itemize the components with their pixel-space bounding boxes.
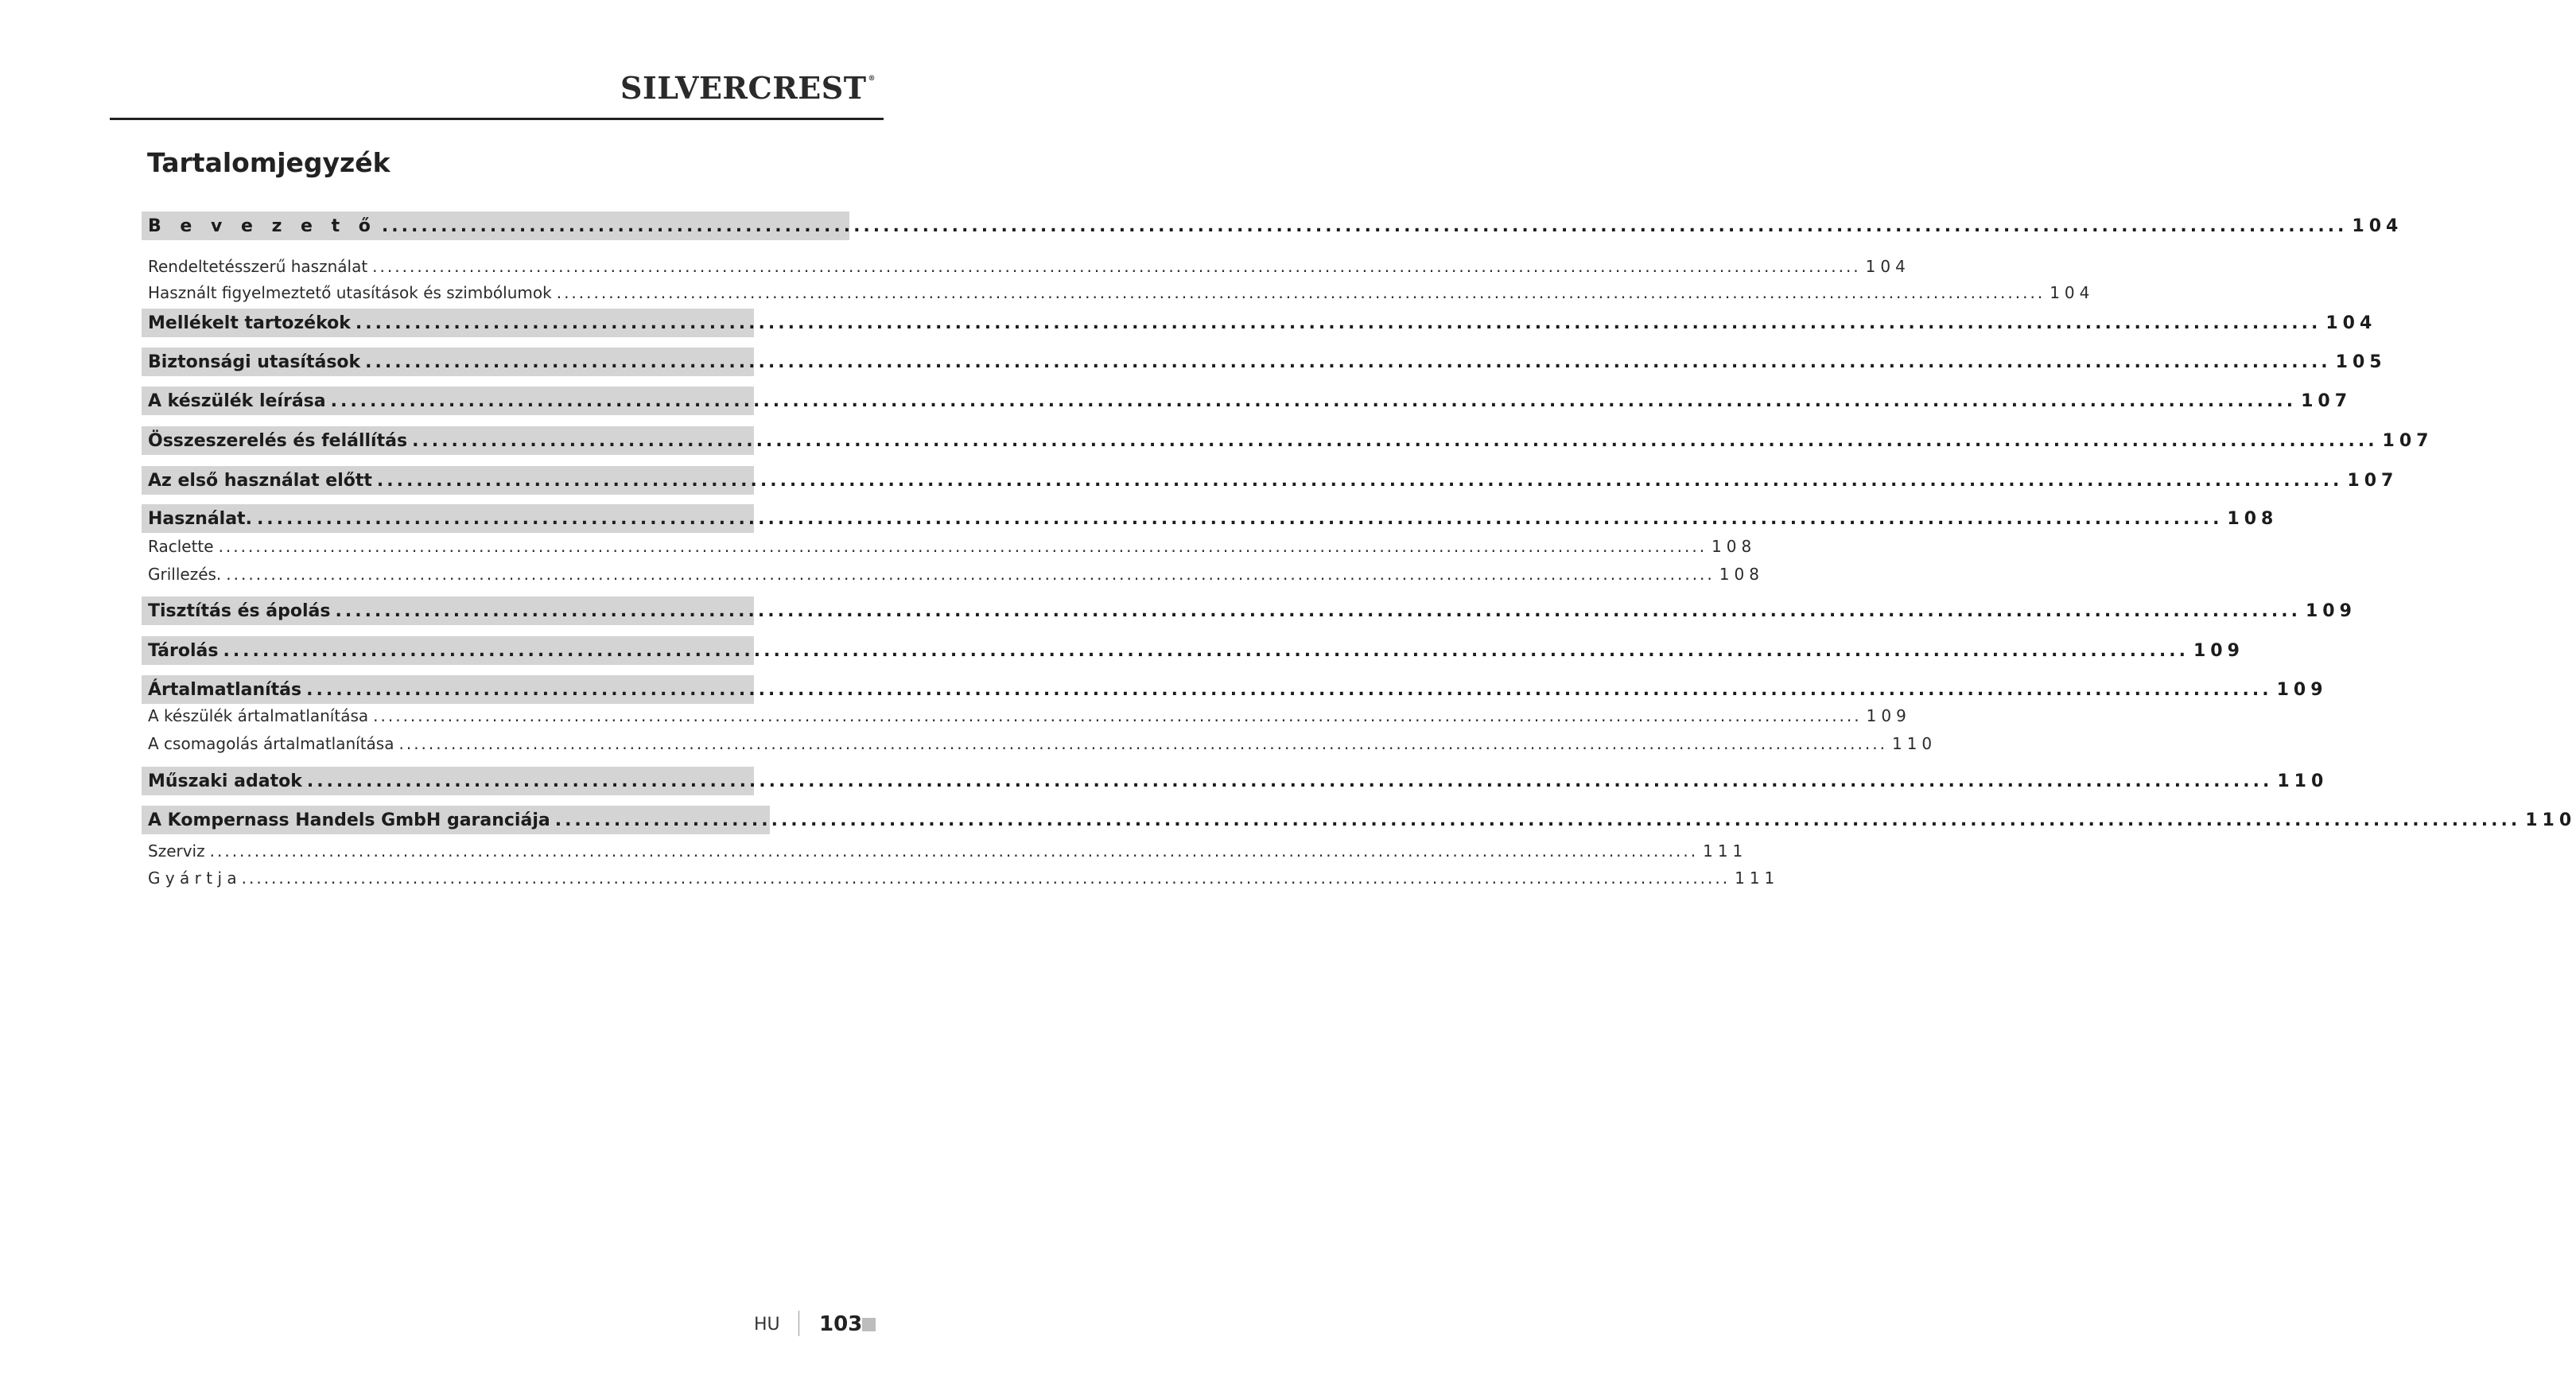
toc-leader-dots: ........................................................................................................................................................................................................: [556, 283, 2046, 302]
toc-leader-dots: ........................................................................................................................................................................................................: [241, 868, 1731, 888]
toc-leader-dots: ........................................................................................................................................................................................................: [372, 257, 1861, 276]
toc-section-row: [142, 636, 2244, 665]
toc-subsection-row: [142, 562, 1764, 586]
toc-leader-dots: ........................................................................................................................................................................................................: [306, 679, 2272, 700]
toc-entry-label: Tisztítás és ápolás: [148, 600, 331, 621]
toc-section-row: [142, 466, 2399, 495]
toc-leader-dots: ........................................................................................................................................................................................................: [330, 391, 2297, 411]
toc-entry-label: Ártalmatlanítás: [148, 679, 302, 700]
toc-leader-dots: ........................................................................................................................................................................................................: [412, 430, 2378, 451]
footer-language: HU: [754, 1315, 780, 1335]
footer-divider: [798, 1311, 799, 1336]
toc-entry-label: Összeszerelés és felállítás: [148, 430, 408, 451]
toc-leader-dots: ........................................................................................................................................................................................................: [355, 313, 2322, 333]
toc-section-row: [142, 309, 2377, 337]
toc-section-row: [142, 504, 2279, 533]
toc-entry-label: A Kompernass Handels GmbH garanciája: [148, 810, 550, 830]
toc-section-row: [142, 212, 2403, 240]
toc-leader-dots: ........................................................................................................................................................................................................: [209, 841, 1699, 861]
toc-leader-dots: ........................................................................................................................................................................................................: [218, 537, 1708, 556]
toc-subsection-row: [142, 839, 1748, 863]
toc-entry-label: Grillezés.: [148, 565, 222, 584]
toc-entry-label: Biztonsági utasítások: [148, 352, 361, 372]
toc-entry-page: 111: [1703, 841, 1748, 861]
toc-section-row: [142, 348, 2387, 376]
toc-entry-label: Használt figyelmeztető utasítások és szimbólumok: [148, 283, 552, 302]
toc-entry-label: Műszaki adatok: [148, 771, 302, 791]
toc-leader-dots: ........................................................................................................................................................................................................: [335, 600, 2301, 621]
toc-leader-dots: ........................................................................................................................................................................................................: [376, 470, 2343, 491]
toc-subsection-row: [142, 255, 1910, 278]
toc-entry-page: 108: [2227, 508, 2279, 529]
toc-leader-dots: ........................................................................................................................................................................................................: [381, 216, 2348, 236]
footer-square-icon: [862, 1318, 876, 1331]
toc-leader-dots: ........................................................................................................................................................................................................: [223, 640, 2189, 661]
toc-entry-page: 107: [2347, 470, 2399, 491]
toc-entry-page: 110: [2277, 771, 2329, 791]
toc-entry-page: 107: [2301, 391, 2353, 411]
toc-subsection-row: [142, 534, 1757, 558]
registered-mark: ®: [868, 75, 876, 83]
toc-entry-page: 109: [2276, 679, 2328, 700]
toc-entry-label: Tárolás: [148, 640, 219, 661]
toc-entry-label: B e v e z e t ő: [148, 216, 377, 236]
logo-text: SILVERCREST: [620, 70, 867, 106]
footer-page-number: 103: [819, 1312, 863, 1336]
toc-entry-page: 109: [2193, 640, 2244, 661]
toc-section-row: [142, 767, 2329, 795]
toc-entry-label: Szerviz: [148, 841, 205, 861]
silvercrest-logo: [620, 70, 876, 106]
toc-entry-label: Rendeltetésszerű használat: [148, 257, 368, 276]
toc-subsection-row: [142, 866, 1780, 890]
toc-leader-dots: ........................................................................................................................................................................................................: [256, 508, 2223, 529]
toc-entry-label: Raclette: [148, 537, 214, 556]
toc-subsection-row: [142, 704, 1911, 728]
toc-section-row: [142, 675, 2328, 704]
toc-entry-page: 104: [1865, 257, 1910, 276]
toc-entry-page: 104: [2352, 216, 2403, 236]
toc-entry-label: A készülék leírása: [148, 391, 326, 411]
toc-leader-dots: ........................................................................................................................................................................................................: [398, 734, 1887, 753]
toc-section-row: [142, 387, 2353, 415]
toc-leader-dots: ........................................................................................................................................................................................................: [306, 771, 2273, 791]
toc-section-row: [142, 596, 2356, 625]
toc-leader-dots: ........................................................................................................................................................................................................: [373, 706, 1862, 725]
toc-subsection-row: [142, 281, 2095, 305]
toc-entry-page: 109: [1866, 706, 1911, 725]
toc-entry-label: A készülék ártalmatlanítása: [148, 706, 369, 725]
page-title: Tartalomjegyzék: [147, 147, 390, 178]
toc-entry-page: 111: [1735, 868, 1780, 888]
toc-entry-page: 105: [2335, 352, 2387, 372]
toc-leader-dots: ........................................................................................................................................................................................................: [365, 352, 2331, 372]
toc-entry-page: 109: [2305, 600, 2356, 621]
toc-subsection-row: [142, 732, 1937, 756]
toc-entry-page: 108: [1719, 565, 1764, 584]
toc-section-row: [142, 806, 2576, 834]
toc-entry-page: 108: [1712, 537, 1757, 556]
toc-entry-label: A csomagolás ártalmatlanítása: [148, 734, 394, 753]
toc-leader-dots: ........................................................................................................................................................................................................: [226, 565, 1715, 584]
toc-section-row: [142, 426, 2434, 455]
toc-entry-page: 104: [2050, 283, 2095, 302]
toc-entry-label: Az első használat előtt: [148, 470, 372, 491]
header-rule: [110, 118, 884, 120]
toc-entry-page: 107: [2382, 430, 2434, 451]
toc-entry-page: 110: [1891, 734, 1937, 753]
toc-leader-dots: ........................................................................................................................................................................................................: [554, 810, 2521, 830]
toc-entry-label: Mellékelt tartozékok: [148, 313, 351, 333]
toc-entry-label: G y á r t j a: [148, 868, 237, 888]
toc-entry-page: 110: [2525, 810, 2576, 830]
toc-entry-label: Használat.: [148, 508, 252, 529]
toc-entry-page: 104: [2325, 313, 2377, 333]
